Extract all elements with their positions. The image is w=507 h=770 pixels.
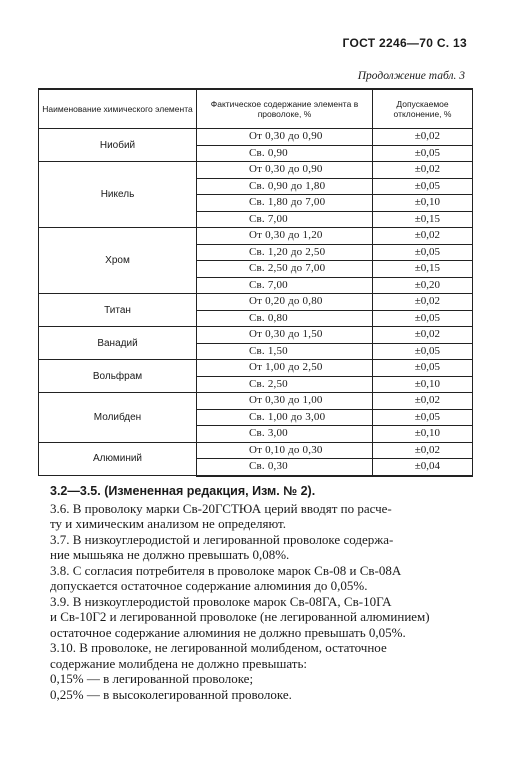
column-header: Допускаемое отклонение, % xyxy=(373,89,473,129)
content-range-cell: Св. 0,30 xyxy=(197,459,373,476)
tolerance-cell: ±0,10 xyxy=(373,195,473,212)
element-name-cell: Никель xyxy=(39,162,197,228)
element-name-cell: Ванадий xyxy=(39,327,197,360)
table-row xyxy=(39,442,473,459)
text-line: содержание молибдена не должно превышать: xyxy=(50,655,307,671)
content-range-cell: Св. 0,80 xyxy=(197,310,373,327)
text-line: ту и химическим анализом не определяют. xyxy=(50,516,286,531)
tolerance-cell: ±0,05 xyxy=(373,145,473,162)
element-name-cell: Вольфрам xyxy=(39,360,197,393)
element-name-cell: Алюминий xyxy=(39,442,197,476)
text-line: 3.9. В низкоуглеродистой проволоке марок Св-08ГА, Св-10ГА xyxy=(50,593,392,609)
tolerance-cell: ±0,05 xyxy=(373,360,473,377)
tolerance-cell: ±0,20 xyxy=(373,277,473,294)
tolerance-cell: ±0,10 xyxy=(373,376,473,393)
amendment-note: 3.2—3.5. (Измененная редакция, Изм. № 2). xyxy=(50,484,316,498)
element-name-cell: Хром xyxy=(39,228,197,294)
table-header-row xyxy=(39,89,473,129)
page-header: ГОСТ 2246—70 С. 13 xyxy=(342,36,467,50)
text-line: 3.7. В низкоуглеродистой и легированной проволоке содержа- xyxy=(50,531,394,547)
table-continuation-label: Продолжение табл. 3 xyxy=(357,70,465,82)
tolerance-cell: ±0,05 xyxy=(373,244,473,261)
content-range-cell: От 0,30 до 1,20 xyxy=(197,228,373,245)
column-header: Фактическое содержание элемента в проволоке, % xyxy=(197,89,373,129)
tolerance-cell: ±0,02 xyxy=(373,162,473,179)
content-range-cell: От 0,30 до 0,90 xyxy=(197,162,373,179)
content-range-cell: Св. 2,50 xyxy=(197,376,373,393)
content-range-cell: Св. 1,80 до 7,00 xyxy=(197,195,373,212)
element-name-cell: Ниобий xyxy=(39,129,197,162)
text-line: 3.8. С согласия потребителя в проволоке марок Св-08 и Св-08А xyxy=(50,562,402,578)
tolerance-cell: ±0,10 xyxy=(373,426,473,443)
tolerance-cell: ±0,02 xyxy=(373,228,473,245)
content-range-cell: От 0,10 до 0,30 xyxy=(197,442,373,459)
clause-3-7 xyxy=(50,532,475,563)
table-row xyxy=(39,393,473,410)
tolerance-cell: ±0,02 xyxy=(373,393,473,410)
content-range-cell: Св. 2,50 до 7,00 xyxy=(197,261,373,278)
limit-high-alloyed: 0,25% — в высоколегированной проволоке. xyxy=(50,686,292,702)
tolerance-cell: ±0,15 xyxy=(373,211,473,228)
element-name-cell: Молибден xyxy=(39,393,197,443)
column-header: Наименование химического элемента xyxy=(39,89,197,129)
tolerance-cell: ±0,05 xyxy=(373,343,473,360)
text-line: 3.10. В проволоке, не легированной молибденом, остаточное xyxy=(50,640,387,655)
content-range-cell: Св. 0,90 до 1,80 xyxy=(197,178,373,195)
clause-3-10 xyxy=(50,640,475,671)
tolerance-cell: ±0,02 xyxy=(373,129,473,146)
content-range-cell: От 0,30 до 0,90 xyxy=(197,129,373,146)
content-range-cell: Св. 0,90 xyxy=(197,145,373,162)
text-line: и Св-10Г2 и легированной проволоке (не легированной алюминием) xyxy=(50,609,430,624)
clause-3-9 xyxy=(50,594,475,641)
tolerance-cell: ±0,15 xyxy=(373,261,473,278)
table-row xyxy=(39,360,473,377)
tolerance-cell: ±0,02 xyxy=(373,294,473,311)
body-text xyxy=(50,484,475,702)
table-row xyxy=(39,228,473,245)
tolerance-cell: ±0,05 xyxy=(373,178,473,195)
content-range-cell: Св. 1,20 до 2,50 xyxy=(197,244,373,261)
tolerance-table xyxy=(38,88,473,477)
content-range-cell: Св. 7,00 xyxy=(197,277,373,294)
clause-3-8 xyxy=(50,563,475,594)
text-line: ние мышьяка не должно превышать 0,08%. xyxy=(50,547,290,562)
content-range-cell: От 0,20 до 0,80 xyxy=(197,294,373,311)
content-range-cell: От 0,30 до 1,50 xyxy=(197,327,373,344)
element-name-cell: Титан xyxy=(39,294,197,327)
table-row xyxy=(39,129,473,146)
content-range-cell: Св. 1,00 до 3,00 xyxy=(197,409,373,426)
content-range-cell: Св. 1,50 xyxy=(197,343,373,360)
tolerance-cell: ±0,02 xyxy=(373,327,473,344)
text-line: остаточное содержание алюминия не должно превышать 0,05%. xyxy=(50,624,406,640)
table-row xyxy=(39,327,473,344)
content-range-cell: Св. 3,00 xyxy=(197,426,373,443)
content-range-cell: Св. 7,00 xyxy=(197,211,373,228)
table-row xyxy=(39,162,473,179)
text-line: допускается остаточное содержание алюминия до 0,05%. xyxy=(50,578,368,593)
table-body xyxy=(39,129,473,476)
table-row xyxy=(39,294,473,311)
content-range-cell: От 1,00 до 2,50 xyxy=(197,360,373,377)
tolerance-cell: ±0,04 xyxy=(373,459,473,476)
tolerance-cell: ±0,02 xyxy=(373,442,473,459)
tolerance-cell: ±0,05 xyxy=(373,310,473,327)
clause-3-6 xyxy=(50,501,475,532)
content-range-cell: От 0,30 до 1,00 xyxy=(197,393,373,410)
limit-alloyed: 0,15% — в легированной проволоке; xyxy=(50,671,254,686)
text-line: 3.6. В проволоку марки Св-20ГСТЮА церий вводят по расче- xyxy=(50,500,392,516)
tolerance-cell: ±0,05 xyxy=(373,409,473,426)
